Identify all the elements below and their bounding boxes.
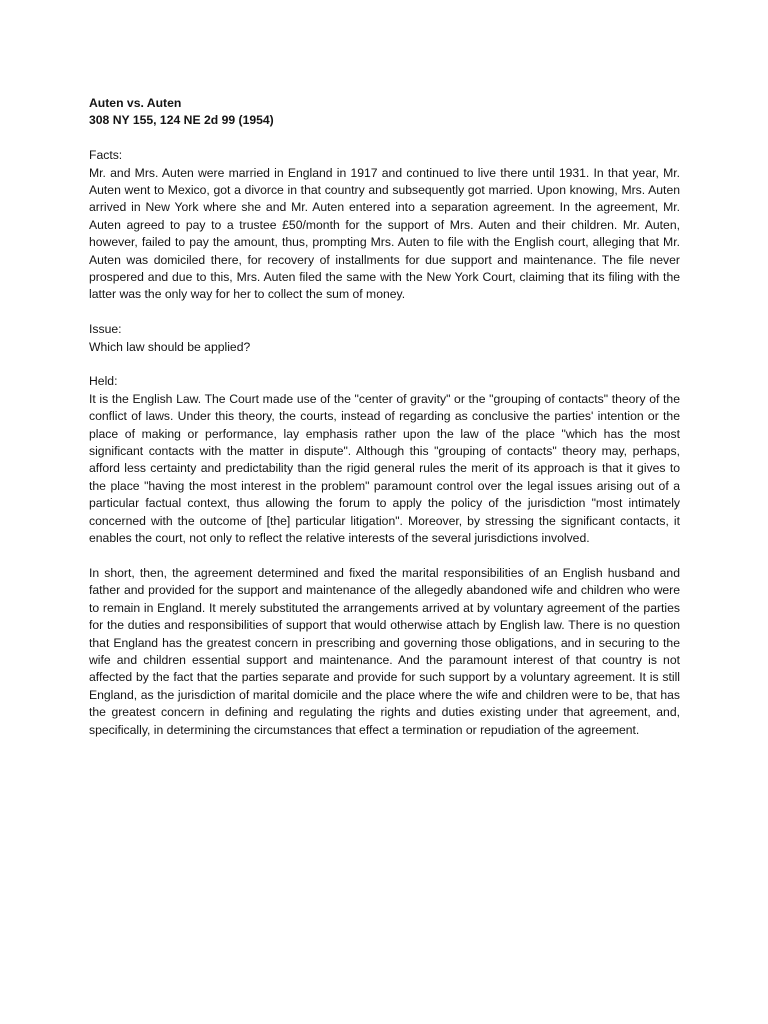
facts-heading: Facts: — [89, 148, 123, 163]
held-heading: Held: — [89, 374, 118, 389]
held-paragraph-1: It is the English Law. The Court made use of the "center of gravity" or the "grouping of contacts" theory of the conflict of laws. Under this theory, the courts, instead of regarding as conclusive the parties' intention or the place of making or performance, lay emphasis rather upon the law of the place "which has the most significant contacts with the matter in dispute". Although this "grouping of contacts" theory may, perhaps, afford less certainty and predictability than the rigid general rules the merit of its approach is that it gives to the place "having the most interest in the problem" paramount control over the legal issues arising out of a particular factual context, thus allowing the forum to apply the policy of the jurisdiction "most intimately concerned with the outcome of [the] particular litigation". Moreover, by stressing the significant contacts, it enables the court, not only to reflect the relative interests of the several jurisdictions involved. — [89, 391, 680, 546]
issue-paragraph: Which law should be applied? — [89, 339, 251, 354]
case-title: Auten vs. Auten — [89, 96, 182, 110]
held-paragraph-2: In short, then, the agreement determined and fixed the marital responsibilities of an English husband and father and provided for the support and maintenance of the allegedly abandoned wife and children who were to remain in England. It merely substituted the arrangements arrived at by voluntary agreement of the parties for the duties and responsibilities of support that would otherwise attach by English law. There is no question that England has the greatest concern in prescribing and governing those obligations, and in securing to the wife and children essential support and maintenance. And the paramount interest of that country is not affected by the fact that the parties separate and provide for such support by a voluntary agreement. It is still England, as the jurisdiction of marital domicile and the place where the wife and children were to be, that has the greatest concern in defining and regulating the rights and duties existing under that agreement, and, specifically, in determining the circumstances that effect a termination or repudiation of the agreement. — [89, 565, 680, 737]
case-citation: 308 NY 155, 124 NE 2d 99 (1954) — [89, 113, 274, 128]
case-header — [89, 95, 680, 130]
facts-section — [89, 147, 680, 304]
held-section — [89, 373, 680, 739]
facts-paragraph: Mr. and Mrs. Auten were married in England in 1917 and continued to live there until 1931. In that year, Mr. Auten went to Mexico, got a divorce in that country and subsequently got married. Upon knowing, Mrs. Auten arrived in New York where she and Mr. Auten entered into a separation agreement. In the agreement, Mr. Auten agreed to pay to a trustee £50/month for the support of Mrs. Auten and their children. Mr. Auten, however, failed to pay the amount, thus, prompting Mrs. Auten to file with the English court, alleging that Mr. Auten was domiciled there, for recovery of installments for due support and maintenance. The file never prospered and due to this, Mrs. Auten filed the same with the New York Court, claiming that its filing with the latter was the only way for her to collect the sum of money. — [89, 165, 680, 302]
document-body — [89, 95, 680, 756]
issue-heading: Issue: — [89, 322, 122, 337]
issue-section — [89, 321, 680, 356]
